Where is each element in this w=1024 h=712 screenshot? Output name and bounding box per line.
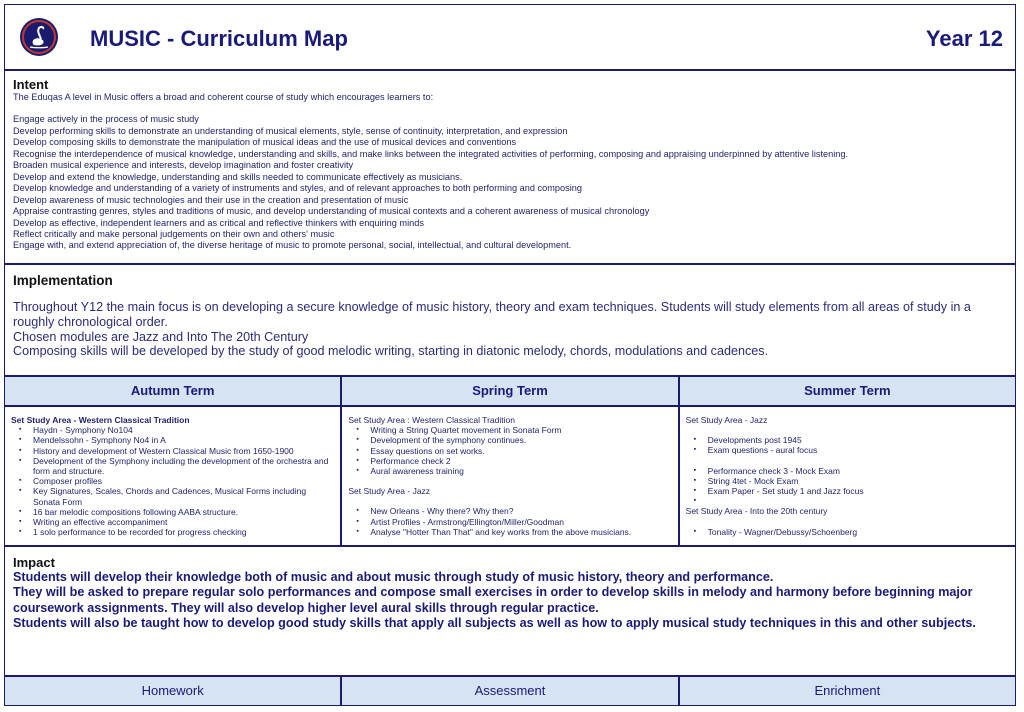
intent-item: Develop composing skills to demonstrate the manipulation of musical ideas and the use of musical devices and conventions [13,137,517,148]
intent-item: Reflect critically and make personal judgements on their own and others' music [13,228,335,239]
intent-heading: Intent [13,77,49,92]
summer-list-1a [686,435,1009,455]
list-item: ▪ Exam questions - aural focus [708,445,1009,455]
study-area-label: Set Study Area - Western Classical Tradition [11,415,190,425]
intent-item: Develop and extend the knowledge, understanding and skills needed to communicate effectively as musicians. [13,171,463,182]
list-item: ▪ Writing a String Quartet movement in Sonata Form [370,425,671,435]
swan-crest-icon [19,17,59,57]
list-item: ▪ Artist Profiles - Armstrong/Ellington/Miller/Goodman [370,517,671,527]
summer-list-2 [686,527,1009,537]
list-item: ▪ Key Signatures, Scales, Chords and Cadences, Musical Forms including Sonata Form [33,486,334,506]
study-area-label: Set Study Area - Jazz [348,486,431,497]
list-item: ▪ Developments post 1945 [708,435,1009,445]
list-item: ▪ Analyse "Hotter Than That" and key works from the above musicians. [370,527,671,537]
spring-term-header: Spring Term [341,376,678,406]
summer-term-cell [679,406,1016,546]
implementation-section [4,264,1016,376]
list-item: ▪ 16 bar melodic compositions following AABA structure. [33,507,334,517]
list-item: ▪ Performance check 3 - Mock Exam [708,466,1009,476]
list-item: ▪ Exam Paper - Set study 1 and Jazz focus [708,486,1009,496]
list-item: ▪ Tonality - Wagner/Debussy/Schoenberg [708,527,1009,537]
list-item: ▪ Performance check 2 [370,456,671,466]
intent-item: Develop performing skills to demonstrate an understanding of musical elements, style, sense of continuity, interpretation, and expression [13,125,568,136]
autumn-term-header: Autumn Term [4,376,341,406]
enrichment-header: Enrichment [679,676,1016,706]
impact-line: Students will also be taught how to develop good study skills that apply all subjects as well as how to apply musical study techniques in this and other subjects. [13,615,976,630]
study-area-label: Set Study Area - Into the 20th century [685,506,828,517]
implementation-line: Composing skills will be developed by the study of good melodic writing, starting in diatonic melody, chords, modulations and cadences. [13,344,769,359]
spring-list-1 [348,425,671,476]
list-item: ▪ Haydn - Symphony No104 [33,425,334,435]
list-item: ▪ Essay questions on set works. [370,446,671,456]
year-label: Year 12 [925,26,1003,51]
list-item: ▪ String 4tet - Mock Exam [708,476,1009,486]
implementation-line: Throughout Y12 the main focus is on developing a secure knowledge of music history, theory and exam techniques. Students will study elements from all areas of study in a roughly chronological order. [13,300,971,329]
list-item: ▪ 1 solo performance to be recorded for progress checking [33,527,334,537]
spring-list-2 [348,506,671,537]
intent-item: Recognise the interdependence of musical knowledge, understanding and skills, and make links between the integrated activities of performing, composing and appraising underpinned by attentive listening. [13,148,849,159]
term-header-row [4,376,1016,406]
intent-item: Develop awareness of music technologies and their use in the creation and presentation of music [13,194,409,205]
intent-item: Develop as effective, independent learners and as critical and reflective thinkers with enquiring minds [13,217,424,228]
implementation-line: Chosen modules are Jazz and Into The 20th Century [13,329,309,344]
list-item: ▪ Aural awareness training [370,466,671,476]
homework-header: Homework [4,676,341,706]
summer-term-header: Summer Term [679,376,1016,406]
intent-item: Develop knowledge and understanding of a variety of instruments and styles, and of relevant approaches to both performing and composing [13,183,582,194]
page-title: MUSIC - Curriculum Map [90,26,348,51]
page-header [4,4,1016,70]
impact-line: Students will develop their knowledge both of music and about music through study of music history, theory and performance. [13,570,774,584]
implementation-heading: Implementation [13,273,113,288]
intent-item: Broaden musical experience and interests, develop imagination and foster creativity [13,160,354,171]
footer-row [4,676,1016,706]
impact-heading: Impact [13,555,55,570]
intent-item: Engage actively in the process of music study [13,114,199,125]
summer-list-1b [686,466,1009,507]
impact-line: They will be asked to prepare regular solo performances and compose small exercises in order to develop skills in melody and harmony before beginning major coursework assignments. They will also develop higher level aural skills through regular practice. [13,585,973,615]
intent-intro: The Eduqas A level in Music offers a broad and coherent course of study which encourages learners to: [13,92,434,102]
list-item: ▪ New Orleans - Why there? Why then? [370,506,671,516]
list-item: ▪ Composer profiles [33,476,334,486]
list-item: ▪ Development of the Symphony including the development of the orchestra and form and structure. [33,456,334,476]
list-item: ▪ Development of the symphony continues. [370,435,671,445]
intent-section [4,70,1016,264]
study-area-label: Set Study Area : Western Classical Tradition [348,415,515,425]
intent-item: Appraise contrasting genres, styles and traditions of music, and develop understanding of musical contexts and a coherent awareness of musical chronology [13,206,650,217]
assessment-header: Assessment [341,676,678,706]
list-item: ▪ Writing an effective accompaniment [33,517,334,527]
list-item: ▪ History and development of Western Classical Music from 1650-1900 [33,446,334,456]
study-area-label: Set Study Area - Jazz [685,415,768,425]
autumn-list [11,425,334,537]
term-content-row [4,406,1016,546]
autumn-term-cell [4,406,341,546]
intent-item: Engage with, and extend appreciation of, the diverse heritage of music to promote personal, social, intellectual, and cultural development. [13,240,572,251]
list-item: ▪ Mendelssohn - Symphony No4 in A [33,435,334,445]
list-item [708,496,1009,506]
spring-term-cell [341,406,678,546]
impact-section [4,546,1016,676]
